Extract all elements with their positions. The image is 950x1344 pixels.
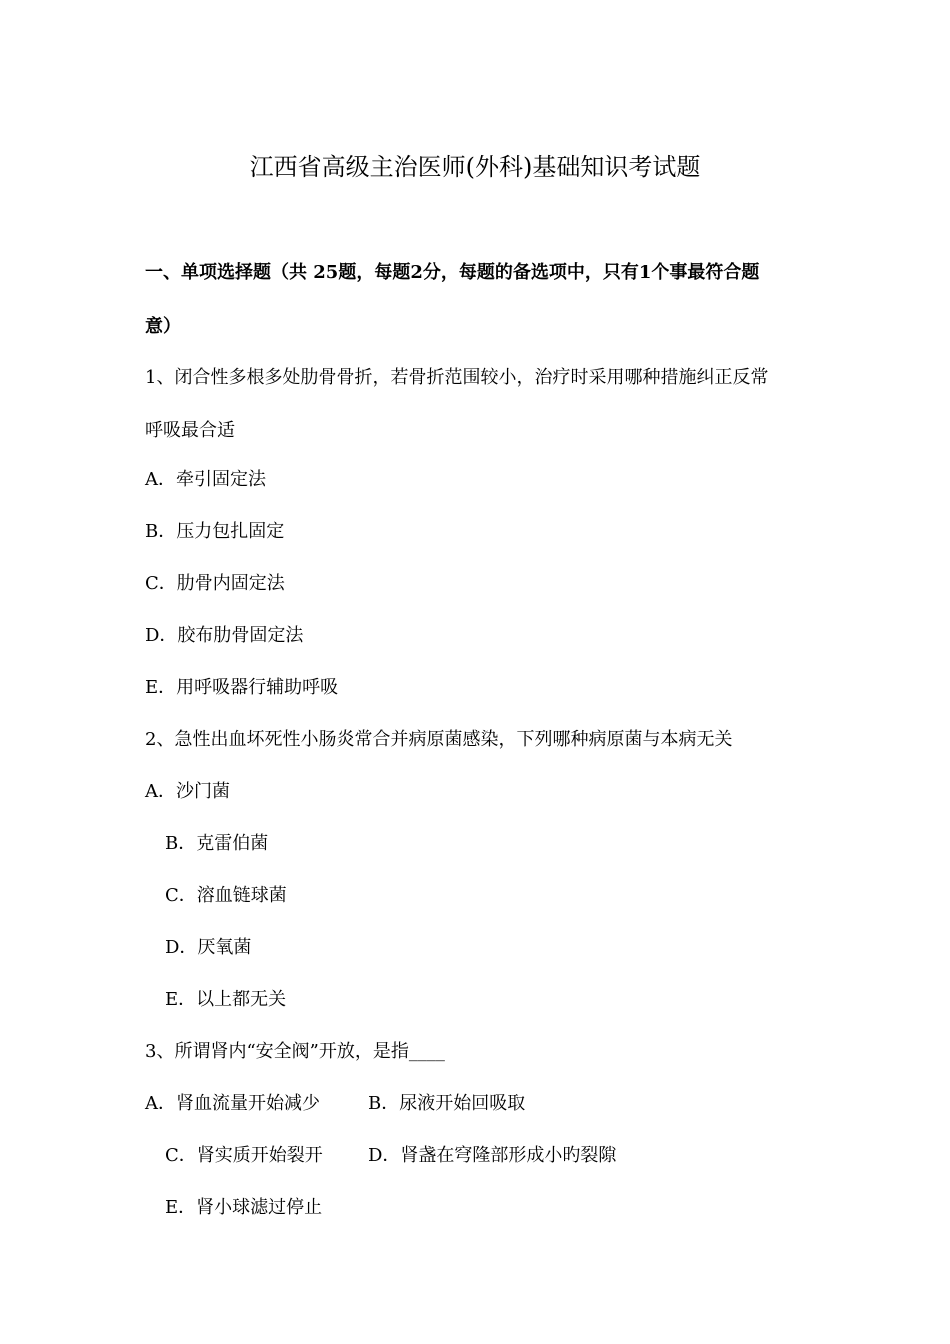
question-3-stem: 3、所谓肾内“安全阀”开放，是指____ <box>145 1041 445 1062</box>
document-title: 江西省高级主治医师(外科)基础知识考试题 <box>249 153 701 181</box>
section-heading: 一、单项选择题（共 25题，每题2分，每题的备选项中，只有1个事最符合题 <box>145 262 760 283</box>
section-heading-continued: 意） <box>145 316 181 337</box>
question-2-option-d: D．厌氧菌 <box>165 937 252 958</box>
question-1-option-e: E．用呼吸器行辅助呼吸 <box>145 677 339 698</box>
question-1-option-d: D．胶布肋骨固定法 <box>145 625 304 646</box>
question-1-stem: 1、闭合性多根多处肋骨骨折，若骨折范围较小，治疗时采用哪种措施纠正反常 <box>145 367 769 388</box>
question-3-option-c: C．肾实质开始裂开 <box>165 1145 323 1166</box>
question-2-option-e: E．以上都无关 <box>165 989 287 1010</box>
question-1-option-a: A．牵引固定法 <box>145 469 266 490</box>
question-3-option-b: B．尿液开始回吸取 <box>368 1093 526 1114</box>
question-3-option-d: D．肾盏在穹隆部形成小旳裂隙 <box>368 1145 617 1166</box>
question-2-stem: 2、急性出血坏死性小肠炎常合并病原菌感染，下列哪种病原菌与本病无关 <box>145 729 733 750</box>
question-2-option-a: A．沙门菌 <box>145 781 230 802</box>
question-3-option-a: A．肾血流量开始减少 <box>145 1093 320 1114</box>
question-1-option-b: B．压力包扎固定 <box>145 521 285 542</box>
question-3-option-e: E．肾小球滤过停止 <box>165 1197 323 1218</box>
question-1-stem-continued: 呼吸最合适 <box>145 420 235 441</box>
question-2-option-b: B．克雷伯菌 <box>165 833 269 854</box>
question-1-option-c: C．肋骨内固定法 <box>145 573 285 594</box>
question-2-option-c: C．溶血链球菌 <box>165 885 287 906</box>
